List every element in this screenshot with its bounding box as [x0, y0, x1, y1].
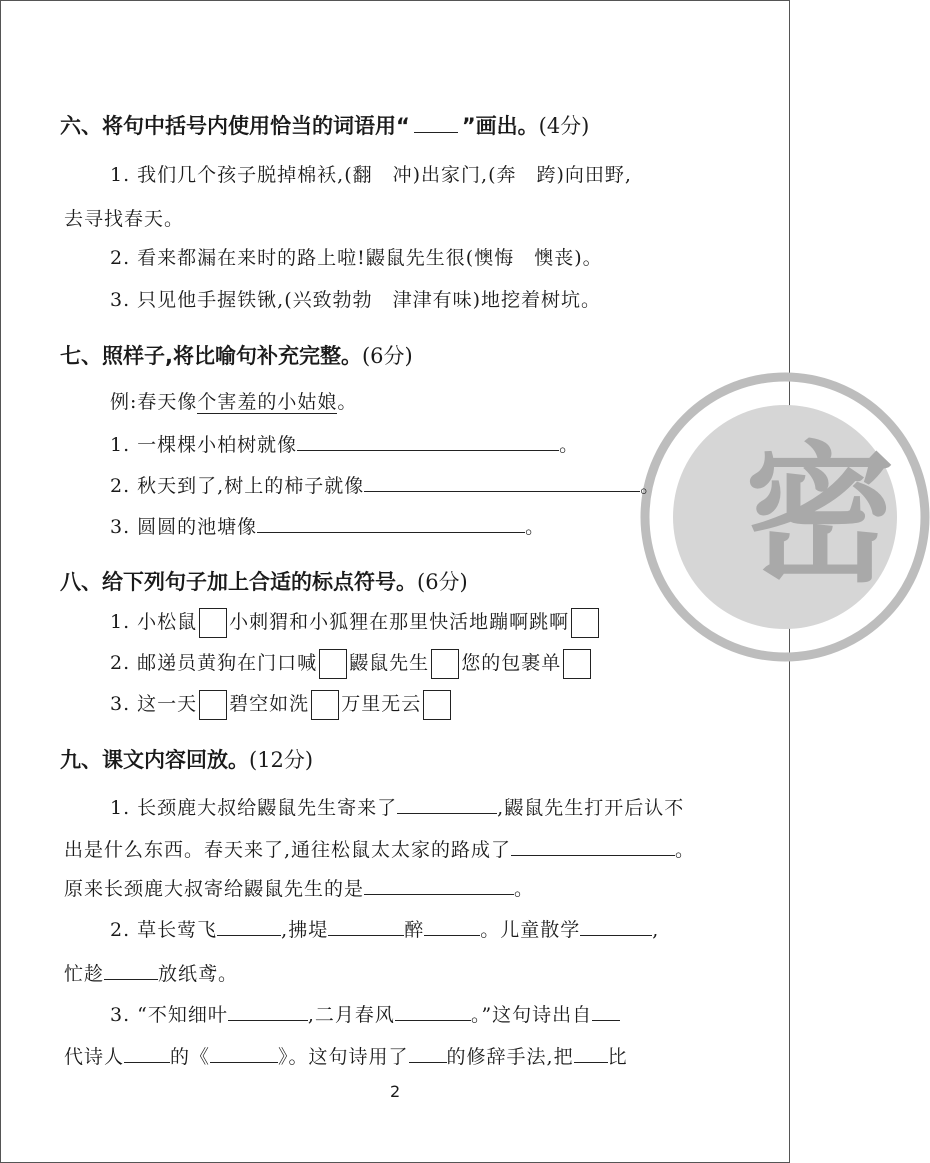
s8-q3-box-2[interactable]	[311, 690, 339, 720]
s9-q3-text-a: 3. “不知细叶	[110, 1004, 228, 1026]
s9-q2-text-a: 2. 草长莺飞	[110, 919, 218, 941]
s9-q1-blank-2[interactable]	[511, 835, 675, 856]
s9-q2-text-b: ,拂堤	[281, 919, 329, 941]
s6-q1-line2: 去寻找春天。	[64, 208, 185, 230]
s9-q3-blank-1[interactable]	[228, 1000, 308, 1021]
s7-example	[110, 387, 357, 414]
s8-q1-box-1[interactable]	[199, 608, 227, 638]
section-9-title	[60, 744, 313, 774]
s7-q1-blank[interactable]	[297, 430, 559, 451]
s9-q3-blank-3[interactable]	[592, 1000, 620, 1021]
s9-q3-blank-5[interactable]	[210, 1042, 278, 1063]
s9-q1-text-d: 。	[675, 839, 696, 861]
s9-q2-text-g: 放纸鸢。	[158, 963, 239, 985]
s6-q3: 3. 只见他手握铁锹,(兴致勃勃 津津有味)地挖着树坑。	[110, 289, 602, 311]
s9-q2-line2	[64, 959, 238, 986]
s9-q1-text-f: 。	[514, 878, 535, 900]
s8-q2-box-2[interactable]	[431, 649, 459, 679]
s9-q2-blank-3[interactable]	[424, 915, 480, 936]
s8-q3	[110, 689, 453, 720]
s9-q2-blank-4[interactable]	[580, 915, 652, 936]
s8-q1	[110, 607, 601, 638]
section-7-title	[60, 340, 413, 370]
s9-q2-blank-2[interactable]	[328, 915, 404, 936]
s9-q2-text-e: ,	[652, 919, 660, 941]
section-9-title-text: 九、课文内容回放。	[60, 748, 249, 772]
section-6-title-text: 六、将句中括号内使用恰当的词语用“	[60, 114, 410, 138]
s9-q3-blank-6[interactable]	[409, 1042, 447, 1063]
s7-q1-end: 。	[559, 434, 580, 456]
s9-q1-line3	[64, 874, 534, 901]
s9-q3-text-d: 代诗人	[64, 1046, 125, 1068]
s8-q2	[110, 648, 593, 679]
s8-q3-text-c: 万里无云	[341, 693, 422, 715]
s9-q1-text-b: ,鼹鼠先生打开后认不	[497, 797, 685, 819]
s8-q2-box-3[interactable]	[563, 649, 591, 679]
s8-q2-box-1[interactable]	[319, 649, 347, 679]
s7-q2-text: 2. 秋天到了,树上的柿子就像	[110, 475, 365, 497]
s8-q2-text-c: 您的包裹单	[461, 652, 562, 674]
s8-q3-text-b: 碧空如洗	[229, 693, 310, 715]
section-9-points: (12分)	[249, 748, 314, 772]
s8-q2-text-b: 鼹鼠先生	[349, 652, 430, 674]
s9-q1-text-c: 出是什么东西。春天来了,通往松鼠太太家的路成了	[64, 839, 512, 861]
s9-q2-text-c: 醉	[404, 919, 425, 941]
section-8-title-text: 八、给下列句子加上合适的标点符号。	[60, 570, 417, 594]
s7-q1-text: 1. 一棵棵小柏树就像	[110, 434, 298, 456]
s7-q2-end: 。	[640, 475, 661, 497]
s7-example-underlined: 个害羞的小姑娘	[197, 391, 338, 413]
s9-q3-blank-2[interactable]	[395, 1000, 471, 1021]
s9-q3-blank-7[interactable]	[574, 1042, 608, 1063]
s9-q2-blank-5[interactable]	[104, 959, 158, 980]
s8-q1-text-b: 小刺猬和小狐狸在那里快活地蹦啊跳啊	[229, 611, 570, 633]
section-6-title-end: ”画出。	[461, 114, 539, 138]
section-7-title-text: 七、照样子,将比喻句补充完整。	[60, 344, 362, 368]
s9-q3-text-b: ,二月春风	[307, 1004, 395, 1026]
s9-q1-text-e: 原来长颈鹿大叔寄给鼹鼠先生的是	[64, 878, 365, 900]
s9-q2-text-f: 忙趁	[64, 963, 105, 985]
section-8-points: (6分)	[417, 570, 468, 594]
s9-q3-text-g: 的修辞手法,把	[446, 1046, 574, 1068]
s8-q1-box-2[interactable]	[571, 608, 599, 638]
seal-char: 密	[745, 429, 896, 603]
s9-q3-text-e: 的《	[170, 1046, 211, 1068]
s9-q1-blank-1[interactable]	[397, 793, 497, 814]
s9-q3-blank-4[interactable]	[124, 1042, 170, 1063]
seal-watermark	[640, 372, 930, 662]
s9-q1-text-a: 1. 长颈鹿大叔给鼹鼠先生寄来了	[110, 797, 398, 819]
s9-q2-line1	[110, 915, 659, 942]
s8-q3-text-a: 3. 这一天	[110, 693, 198, 715]
s9-q1-blank-3[interactable]	[364, 874, 514, 895]
s6-q1-line1: 1. 我们几个孩子脱掉棉袄,(翻 冲)出家门,(奔 跨)向田野,	[110, 164, 632, 186]
section-7-points: (6分)	[361, 344, 413, 368]
s9-q3-text-f: 》。这句诗用了	[278, 1046, 409, 1068]
section-6-title-blank	[414, 112, 458, 133]
s9-q2-blank-1[interactable]	[217, 915, 281, 936]
s8-q3-box-3[interactable]	[423, 690, 451, 720]
s9-q3-text-h: 比	[607, 1046, 628, 1068]
s7-example-prefix: 例:春天像	[110, 391, 198, 413]
s9-q3-line2	[64, 1042, 628, 1069]
section-8-title	[60, 566, 468, 596]
s7-q3	[110, 512, 545, 539]
s9-q1-line1	[110, 793, 684, 820]
s7-q2	[110, 471, 660, 498]
s8-q3-box-1[interactable]	[199, 690, 227, 720]
s9-q1-line2	[64, 835, 695, 862]
s9-q3-text-c: 。”这句诗出自	[470, 1004, 593, 1026]
s8-q2-text-a: 2. 邮递员黄狗在门口喊	[110, 652, 318, 674]
s7-q3-blank[interactable]	[257, 512, 525, 533]
s7-q1	[110, 430, 579, 457]
s8-q1-text-a: 1. 小松鼠	[110, 611, 198, 633]
s9-q2-text-d: 。儿童散学	[480, 919, 581, 941]
section-6-title	[60, 110, 589, 140]
page-number: 2	[390, 1082, 401, 1101]
s6-q2: 2. 看来都漏在来时的路上啦!鼹鼠先生很(懊悔 懊丧)。	[110, 247, 603, 269]
section-6-points: (4分)	[538, 114, 590, 138]
s9-q3-line1	[110, 1000, 620, 1027]
s7-example-end: 。	[337, 391, 358, 413]
s7-q2-blank[interactable]	[364, 471, 640, 492]
s7-q3-end: 。	[525, 516, 546, 538]
s7-q3-text: 3. 圆圆的池塘像	[110, 516, 258, 538]
